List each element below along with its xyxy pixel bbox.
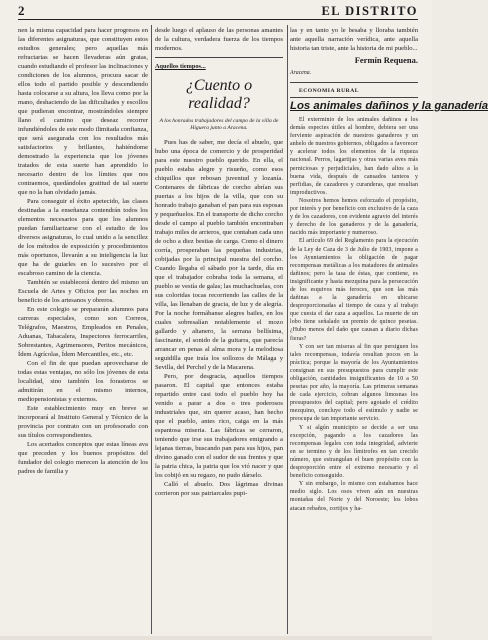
column-3 — [290, 26, 488, 513]
paragraph: las y en tanto yo le besaba y lloraba también ante aquella narración verídica, ante aquella historia tan triste, ante la historia de mi pueblo... — [290, 27, 418, 52]
section-heading: ECONOMIA RURAL — [299, 88, 359, 94]
column-2 — [155, 26, 283, 498]
paragraph: El artículo 69 del Reglamento para la ejecución de la Ley de Caza de 3 de Julio de 1903, impone a los Ayuntamientos la obligación de pagar recompensas metálicas a los matadores de animales dañinos; pero la tasa de éstas, que contiene, es insignificante y hasta mezquina para la persecución de los esquivos más feroces, que son las más dañinas a la ganadería en ubicarse desproporcionadas al tiempo de caza y al trabajo que cuesta el dar caza a aquellos. La muerte de un lobo tiene señalado un premio de quince pesetas. ¿Hubo menos del daño que causan a diario dichas fieras? — [290, 238, 418, 342]
paragraph: Pero, por desgracia, aquellos tiempos pasaron. El capital que entonces estaba repartido entre casi todo el pueblo hoy ha venido a parar a dos o tres poderosos industriales que, sin querer acaso, han hecho que el pueblo, antes rico, caiga en la más espantosa miseria. Las fábricas se cerraron, teniendo que irse sus trabajadores emigrando a lejanas tierras, buscando pan para sus hijos, pan divino ganado con el sudor de sus frentes y que la patria chica, la patria que los vió nacer y que los cobijó en su regazo, no pudo dárselo. — [155, 373, 283, 479]
article-place: Aracena. — [290, 70, 312, 76]
section-rule — [290, 97, 418, 98]
section-label: Aquellos tiempos... — [155, 63, 206, 70]
article-author: Fermín Requena. — [354, 55, 418, 65]
article-headline: Los animales dañinos y la ganadería — [290, 100, 488, 112]
article-title: ¿Cuento o realidad? — [185, 77, 253, 112]
paragraph: Y si algún municipio se decide a ser una excepción, pagando a los cazadores las recompensas legales con toda integridad, advierte en se termino y de los límitrofes en tan crecido número, que estrangulan el buen propósito con la desproporción entre el extremo necesario y el beneficio conseguido. — [290, 424, 418, 480]
paragraph: Para conseguir el éxito apetecido, las clases destinadas a la enseñanza contendrán todos los elementos necesarios para que los alumnos puedan familiarizarse con el estudio de los diversos asignaturas, lo cual unido a la sencillez de los métodos de exposición y procedimientos más oportunos, llevarán a su inteligencia la luz que ha de guiarles en lo sucesivo por el escabroso camino de la ciencia. — [18, 198, 148, 277]
column-divider — [287, 25, 288, 634]
page-bottom-edge — [0, 636, 432, 640]
newspaper-title: EL DISTRITO — [321, 4, 418, 18]
paragraph: desde luego el aplauso de las personas amantes de la cultura, verdadera fuerza de los tiempos modernos. — [155, 27, 283, 52]
paragraph: Este establecimiento muy en breve se incorporará al Instituto General y Técnico de la provincia por contrato con un profesorado con sus títulos correspondientes. — [18, 405, 148, 439]
paragraph: El exterminio de los animales dañinos a los demás especies útiles al hombre, debiera ser una ferviente aspiración de nuestros ganaderos y un anhelo de nuestros gobiernos, obligados a favorecer y acelerar todos los elementos de la riqueza nacional. Perros, lagartijas y otras varias aves más perniciosas y perjudiciales, han dado altos a la buena vida, después de cansados tanteos y perfidias, de cazadores y curanderas, que resultan improductivos. — [290, 117, 418, 196]
paragraph: Con el fin de que puedan aprovecharse de todas estas ventajas, no sólo los jóvenes de esta localidad, sino también los forasteros se admitirán en el mismo internos, mediopensionistas y externos. — [18, 360, 148, 403]
paragraph: Y con ser tan miseras al fin que persiguen los tales recompensas, todavía resultan pocos en la práctica; porque la mayoría de los Ayuntamientos consignan en sus presupuestos para cumplir este obligación, cantidades insignificantes de 10 a 50 pesetas por año, la mayoría. Las primeras semanas de cada ejercicio, cobran algunos limosnas los presupuestos del capital; pero agotado el crédito mezquino, concluye todo el estímulo y nadie se preocupa de tan importante servicio. — [290, 343, 418, 423]
page-number: 2 — [18, 3, 25, 18]
section-rule — [155, 57, 283, 58]
paragraph: Nosotros hemos hemos esforzado el propósito, por interés y por beneficio con exclusivo de la caza y de los cazadores, con evidente agravio del interés y derecho de los ganaderos y de la ganadería, nacido más importante y numeroso. — [290, 197, 418, 237]
page-header — [18, 3, 418, 20]
section-rule — [290, 82, 418, 83]
paragraph: Pues has de saber, me decía el abuelo, que hubo una época de comercio y de prosperidad para este nuestro pueblo querido. En ella, el pueblo estaba alegre y risueño, como esos chiquillos que rebosan juventud y lozanía. Contenares de fábricas de corcho abrían sus puertas a los hijos de la villa, que con su honrado trabajo ganaban el pan para sus esposas y pequeñuelos. En el transporte de dicho corcho desde el campo al pueblo también encontraban trabajo miles de arrieros, que contaban cada uno de ocho a diez bestias de carga. Como el dinero corría, prosperaban las pequeñas industrias, cobijadas por la principal nuestra del corcho. Cuando llegaba el sábado por la tarde, día en que el trabajador cobraba toda la semana, el pueblo se vestía de galas; las muchachuelas, con sus coloridas tocas recorriendo las calles de la villa, las llenaban de gracia, de luz y de alegría. Por la noche formábanse alegres bailes, en los cuales sobresalían notablemente el mozo gallardo y altanero, la serrana bellísima, fascinante, el sonido de la guitarra, que parecía arrancar en penas al alma mora y la melodiosa seguidilla que traía los sollozos de Málaga y Sevilla, del Perchel y de la Macarena. — [155, 139, 283, 371]
paragraph: También se establecerá dentro del mismo un Escuela de Artes y Oficios por las noches en beneficio de los artesanos y obreros. — [18, 279, 148, 304]
paragraph: Los acertados conceptos que estas líneas ava que preceden y los buenos propósitos del fundador del colegio merecen la atención de los padres de familia y — [18, 441, 148, 475]
column-divider — [151, 25, 152, 634]
column-1 — [18, 26, 148, 476]
paragraph: Calló el abuelo. Dos lágrimas divinas corrieron por sus patriarcales pupi- — [155, 481, 283, 497]
paragraph: Y sin embargo, lo mismo con estabamos hace medio siglo. Los osos viven aún en nuestras montañas del Norte y del Noroeste; los lobos atacan rebaños, cortijos y ha- — [290, 481, 418, 512]
article-dedication: A los honrados trabajadores del campo de la villa de Higuera junto a Aracena. — [159, 118, 279, 131]
article-body — [290, 116, 418, 513]
paragraph: nen la misma capacidad para hacer progresos en las diferentes asignaturas, que constituyen estos estudios generales; pero aquellas más refractarias se hacen llevaderas aún gratas, cuando estudiando el profesor las inclinaciones y condiciones de los alumnos, procura sacar de ellos todo el partido posible y descendiendo hasta colocarse a su altura, los lleva como por la mano, deshaciendo de las dificultades y escollos que pudieran encontrar, mostrándoles siempre llano el camino que deseaz recorrer infundiéndoles de este modo ilimitada confianza, que será asegurada con los resultados más satisfactorios y brillantes, habiéndome demostrado la experiencia que los jóvenes tratados de esta suerte han aprendido lo necesario dentro de los límites que nos contraemos, quedándoles gratitud de tal suerte que no la han olvidado jamás. — [18, 27, 148, 196]
paragraph: En este colegio se prepararán alumnos para carreras especiales, como son Correos, Telégrafos, Maestros, Empleados en Penales, Aduanas, Tabacalera, Inspectores ferrocarriles, Sobrestantes, Agrimensores, Peritos mecánicos, Ídem Agrícolas, Ídem Mercantiles, etc., etc. — [18, 306, 148, 358]
